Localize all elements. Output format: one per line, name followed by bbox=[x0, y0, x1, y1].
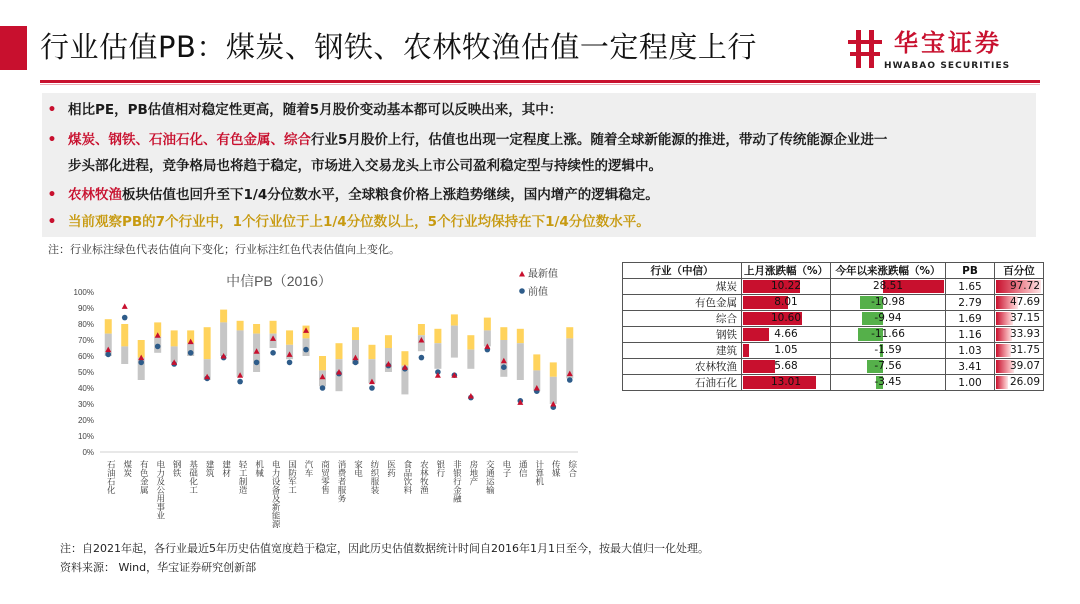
y-tick-label: 40% bbox=[77, 384, 94, 393]
x-tick-label: 轻工制造 bbox=[238, 460, 249, 494]
footnote: 注：自2021年起，各行业最近5年历史估值宽度趋于稳定，因此历史估值数据统计时间自2016年1月1日至今，按最大值归一化处理。 bbox=[60, 542, 709, 555]
x-tick-label: 计算机 bbox=[534, 460, 545, 486]
percentile-value: 47.69 bbox=[1009, 296, 1040, 308]
header-divider-thin bbox=[40, 84, 1040, 85]
bullet-dot: • bbox=[47, 102, 57, 118]
cell-industry: 煤炭 bbox=[623, 279, 742, 295]
range-lower-bar bbox=[220, 322, 227, 356]
x-tick-label: 传媒 bbox=[551, 460, 562, 477]
prev-value-point bbox=[369, 385, 375, 391]
x-tick-label: 电子 bbox=[501, 460, 512, 477]
month-change-value: 5.68 bbox=[774, 360, 798, 372]
cell-industry: 石油石化 bbox=[623, 375, 742, 391]
x-tick-label: 商贸零售 bbox=[320, 460, 331, 494]
x-tick-label: 建材 bbox=[221, 460, 232, 477]
cell-industry: 综合 bbox=[623, 311, 742, 327]
prev-value-point bbox=[270, 350, 276, 356]
x-tick-label: 食品饮料 bbox=[402, 460, 413, 494]
y-tick-label: 100% bbox=[73, 288, 94, 297]
table-row bbox=[623, 295, 1044, 311]
percentile-value: 26.09 bbox=[1009, 376, 1040, 388]
y-tick-label: 20% bbox=[77, 416, 94, 425]
company-logo bbox=[848, 28, 1048, 76]
percentile-value: 39.07 bbox=[1009, 360, 1040, 372]
summary-text-2-body: 行业5月股价上行，估值也出现一定程度上涨。随着全球新能源的推进，带动了传统能源企业进一 bbox=[311, 132, 888, 148]
col-header-pb: PB bbox=[946, 263, 995, 279]
x-tick-label: 石油石化 bbox=[106, 460, 117, 494]
x-tick-label: 国防军工 bbox=[287, 460, 298, 494]
range-lower-bar bbox=[237, 330, 244, 376]
x-tick-label: 家电 bbox=[353, 460, 364, 477]
range-lower-bar bbox=[517, 343, 524, 380]
range-upper-bar bbox=[533, 354, 540, 370]
cell-month-change bbox=[742, 359, 831, 375]
legend-prev-label: 前值 bbox=[528, 287, 548, 298]
cell-pb: 1.03 bbox=[946, 343, 995, 359]
cell-percentile bbox=[995, 343, 1044, 359]
range-upper-bar bbox=[434, 329, 441, 343]
range-lower-bar bbox=[467, 350, 474, 369]
latest-value-point bbox=[122, 303, 128, 309]
range-upper-bar bbox=[517, 329, 524, 343]
prev-value-point bbox=[155, 344, 161, 350]
x-tick-label: 非银行金融 bbox=[452, 460, 463, 503]
data-source: 资料来源： Wind，华宝证券研究创新部 bbox=[60, 561, 257, 574]
bullet-dot: • bbox=[47, 187, 57, 203]
month-change-value: 1.05 bbox=[774, 344, 798, 356]
legend-latest-label: 最新值 bbox=[528, 269, 558, 280]
col-header-ytd-change: 今年以来涨跌幅（%） bbox=[831, 263, 946, 279]
bullet-dot: • bbox=[47, 132, 57, 148]
x-tick-label: 纺织服装 bbox=[369, 460, 380, 494]
month-change-value: 13.01 bbox=[770, 376, 802, 388]
table-row bbox=[623, 327, 1044, 343]
logo-english-name: HWABAO SECURITIES bbox=[884, 61, 1011, 71]
y-tick-label: 10% bbox=[77, 432, 94, 441]
table-row bbox=[623, 359, 1044, 375]
prev-value-point bbox=[501, 364, 507, 370]
table-row bbox=[623, 375, 1044, 391]
cell-pb: 1.16 bbox=[946, 327, 995, 343]
hwabao-logo-icon bbox=[848, 30, 882, 68]
prev-value-point bbox=[567, 377, 573, 383]
cell-ytd-change bbox=[831, 343, 946, 359]
logo-chinese-name: 华宝证券 bbox=[894, 29, 1002, 57]
cell-industry: 钢铁 bbox=[623, 327, 742, 343]
ytd-change-value: 28.51 bbox=[872, 280, 904, 292]
cell-month-change bbox=[742, 327, 831, 343]
summary-text-1: 相比PE，PB估值相对稳定性更高，随着5月股价变动基本都可以反映出来，其中： bbox=[68, 102, 563, 118]
cell-pb: 3.41 bbox=[946, 359, 995, 375]
x-tick-label: 基础化工 bbox=[188, 460, 199, 494]
percentile-bar bbox=[996, 344, 1011, 357]
cell-pb: 2.79 bbox=[946, 295, 995, 311]
range-upper-bar bbox=[500, 327, 507, 340]
range-upper-bar bbox=[286, 330, 293, 344]
cell-pb: 1.65 bbox=[946, 279, 995, 295]
percentile-value: 33.93 bbox=[1009, 328, 1040, 340]
range-upper-bar bbox=[401, 351, 408, 365]
summary-text-3-body: 板块估值也回升至下1/4分位数水平，全球粮食价格上涨趋势继续，国内增产的逻辑稳定。 bbox=[122, 187, 659, 203]
cell-month-change bbox=[742, 311, 831, 327]
month-change-value: 4.66 bbox=[774, 328, 798, 340]
cell-month-change bbox=[742, 343, 831, 359]
range-upper-bar bbox=[171, 330, 178, 346]
prev-value-point bbox=[353, 360, 359, 366]
x-tick-label: 综合 bbox=[567, 460, 578, 477]
summary-text-3 bbox=[68, 180, 659, 210]
prev-value-point bbox=[303, 347, 309, 353]
percentile-value: 97.72 bbox=[1009, 280, 1040, 292]
industry-table bbox=[622, 262, 1044, 391]
x-tick-label: 电力及公用事业 bbox=[155, 460, 166, 520]
range-upper-bar bbox=[451, 314, 458, 325]
table-row bbox=[623, 311, 1044, 327]
range-upper-bar bbox=[368, 345, 375, 359]
cell-ytd-change bbox=[831, 279, 946, 295]
x-tick-label: 汽车 bbox=[304, 460, 315, 477]
x-tick-label: 钢铁 bbox=[172, 460, 183, 477]
x-tick-label: 交通运输 bbox=[485, 460, 496, 494]
page-title: 行业估值PB：煤炭、钢铁、农林牧渔估值一定程度上行 bbox=[40, 30, 757, 64]
range-lower-bar bbox=[121, 346, 128, 364]
prev-value-point bbox=[188, 350, 194, 356]
cell-month-change bbox=[742, 295, 831, 311]
range-lower-bar bbox=[434, 343, 441, 369]
prev-value-point bbox=[105, 352, 111, 358]
range-upper-bar bbox=[352, 327, 359, 340]
col-header-percentile: 百分位 bbox=[995, 263, 1044, 279]
range-upper-bar bbox=[484, 318, 491, 331]
x-tick-label: 消费者服务 bbox=[337, 460, 347, 503]
title-accent-block bbox=[0, 26, 27, 70]
cell-pb: 1.69 bbox=[946, 311, 995, 327]
month-change-value: 8.01 bbox=[774, 296, 798, 308]
cell-month-change bbox=[742, 279, 831, 295]
percentile-bar bbox=[996, 376, 1008, 389]
prev-value-point bbox=[320, 385, 326, 391]
cell-month-change bbox=[742, 375, 831, 391]
cell-percentile bbox=[995, 359, 1044, 375]
cell-percentile bbox=[995, 375, 1044, 391]
y-tick-label: 90% bbox=[77, 304, 94, 313]
month-change-value: 10.22 bbox=[770, 280, 802, 292]
cell-ytd-change bbox=[831, 375, 946, 391]
summary-box bbox=[42, 93, 1036, 237]
prev-value-point bbox=[122, 315, 128, 321]
month-change-value: 10.60 bbox=[770, 312, 802, 324]
legend-latest-marker bbox=[519, 271, 525, 277]
y-tick-label: 80% bbox=[77, 320, 94, 329]
chart-title: 中信PB（2016） bbox=[226, 273, 332, 289]
range-lower-bar bbox=[451, 326, 458, 358]
summary-text-2-cont: 步头部化进程，竞争格局也将趋于稳定，市场进入交易龙头上市公司盈利稳定型与持续性的逻辑中。 bbox=[68, 158, 662, 174]
range-upper-bar bbox=[418, 324, 425, 335]
cell-percentile bbox=[995, 279, 1044, 295]
prev-value-point bbox=[254, 360, 260, 366]
x-tick-label: 有色金属 bbox=[139, 460, 150, 494]
summary-highlight-agri: 农林牧渔 bbox=[68, 187, 122, 203]
legend-prev-marker bbox=[519, 288, 525, 294]
x-tick-label: 机械 bbox=[254, 460, 265, 477]
range-upper-bar bbox=[237, 321, 244, 331]
y-tick-label: 70% bbox=[77, 336, 94, 345]
range-upper-bar bbox=[121, 324, 128, 346]
cell-percentile bbox=[995, 295, 1044, 311]
col-header-industry: 行业（中信） bbox=[623, 263, 742, 279]
range-upper-bar bbox=[319, 356, 326, 370]
cell-industry: 有色金属 bbox=[623, 295, 742, 311]
cell-percentile bbox=[995, 327, 1044, 343]
cell-percentile bbox=[995, 311, 1044, 327]
ytd-change-value: -7.56 bbox=[874, 360, 902, 372]
x-tick-label: 银行 bbox=[435, 460, 446, 477]
bullet-dot: • bbox=[47, 214, 57, 230]
x-tick-label: 通信 bbox=[518, 460, 529, 477]
header-divider bbox=[40, 80, 1040, 83]
range-upper-bar bbox=[550, 362, 557, 376]
ytd-change-value: -10.98 bbox=[871, 296, 905, 308]
ytd-change-value: -1.59 bbox=[874, 344, 902, 356]
col-header-month-change: 上月涨跌幅（%） bbox=[742, 263, 831, 279]
range-upper-bar bbox=[467, 335, 474, 349]
summary-highlight-industries: 煤炭、钢铁、石油石化、有色金属、综合 bbox=[68, 132, 311, 148]
x-tick-label: 房地产 bbox=[468, 460, 479, 486]
x-tick-label: 农林牧渔 bbox=[419, 460, 430, 494]
cell-industry: 农林牧渔 bbox=[623, 359, 742, 375]
x-tick-label: 煤炭 bbox=[122, 460, 133, 477]
pb-valuation-chart bbox=[60, 262, 590, 542]
y-tick-label: 0% bbox=[82, 448, 94, 457]
range-upper-bar bbox=[220, 310, 227, 323]
summary-text-4: 当前观察PB的7个行业中，1个行业位于上1/4分位数以上，5个行业均保持在下1/4分位数水平。 bbox=[68, 214, 650, 230]
range-upper-bar bbox=[270, 321, 277, 334]
cell-ytd-change bbox=[831, 359, 946, 375]
percentile-value: 31.75 bbox=[1009, 344, 1040, 356]
x-tick-label: 电力设备及新能源 bbox=[271, 460, 282, 528]
range-upper-bar bbox=[336, 343, 343, 359]
cell-industry: 建筑 bbox=[623, 343, 742, 359]
cell-ytd-change bbox=[831, 311, 946, 327]
x-tick-label: 医药 bbox=[386, 460, 397, 477]
range-upper-bar bbox=[204, 327, 211, 359]
range-upper-bar bbox=[253, 324, 260, 334]
ytd-change-value: -11.66 bbox=[871, 328, 905, 340]
chart-note: 注：行业标注绿色代表估值向下变化；行业标注红色代表估值向上变化。 bbox=[48, 243, 400, 256]
x-tick-label: 建筑 bbox=[205, 460, 216, 477]
range-upper-bar bbox=[105, 319, 112, 333]
cell-pb: 1.00 bbox=[946, 375, 995, 391]
range-upper-bar bbox=[385, 335, 392, 348]
range-upper-bar bbox=[566, 327, 573, 338]
percentile-value: 37.15 bbox=[1009, 312, 1040, 324]
prev-value-point bbox=[237, 379, 243, 385]
ytd-change-value: -3.45 bbox=[874, 376, 902, 388]
cell-ytd-change bbox=[831, 295, 946, 311]
ytd-change-value: -9.94 bbox=[874, 312, 902, 324]
table-header-row bbox=[623, 263, 1044, 279]
y-tick-label: 60% bbox=[77, 352, 94, 361]
prev-value-point bbox=[138, 360, 144, 366]
prev-value-point bbox=[287, 360, 293, 366]
table-row bbox=[623, 343, 1044, 359]
cell-ytd-change bbox=[831, 327, 946, 343]
y-tick-label: 30% bbox=[77, 400, 94, 409]
range-lower-bar bbox=[550, 377, 557, 404]
prev-value-point bbox=[419, 355, 425, 361]
table-row bbox=[623, 279, 1044, 295]
y-tick-label: 50% bbox=[77, 368, 94, 377]
